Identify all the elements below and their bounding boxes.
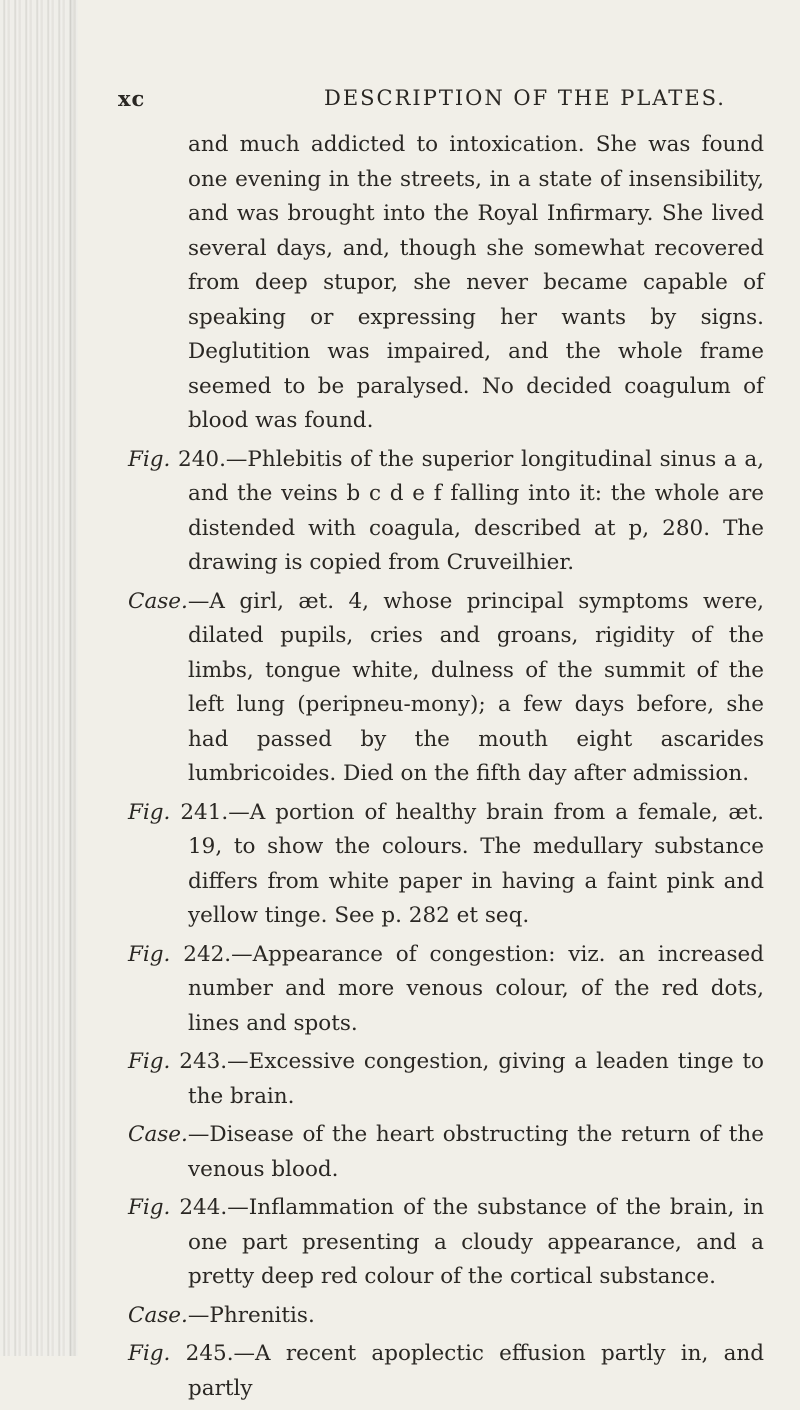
paragraph — [128, 1191, 764, 1295]
paragraph — [128, 1337, 764, 1406]
paragraph — [128, 128, 764, 439]
entry-text: 240.—Phlebitis of the superior longitudinal sinus a a, and the veins b c d e f falling into it: the whole are distended with coagula, described at p, 280. The drawing is copied from Cruveilhier. — [170, 446, 764, 575]
page-number: xc — [118, 86, 146, 111]
paragraph — [128, 585, 764, 792]
paragraph — [128, 796, 764, 934]
entry-text: and much addicted to intoxication. She was found one evening in the streets, in a state of insensibility, and was brought into the Royal Infirmary. She lived several days, and, though she somewhat recovered from deep stupor, she never became capable of speaking or expressing her wants by signs. Deglutition was impaired, and the whole frame seemed to be paralysed. No decided coagulum of blood was found. — [188, 132, 764, 433]
entry-label: Fig. — [128, 799, 171, 825]
book-page — [78, 0, 800, 1401]
running-title: DESCRIPTION OF THE PLATES. — [324, 86, 726, 110]
paragraph — [128, 938, 764, 1042]
paragraph — [128, 1118, 764, 1187]
entry-label: Fig. — [128, 1341, 171, 1366]
paragraph — [128, 443, 764, 581]
entry-text: 244.—Inflammation of the substance of the brain, in one part presenting a cloudy appearance, and a pretty deep red colour of the cortical substance. — [170, 1195, 764, 1289]
book-binding-edge — [0, 0, 78, 1356]
entry-text: —A girl, æt. 4, whose principal symptoms were, dilated pupils, cries and groans, rigidity of the limbs, tongue white, dulness of the summit of the left lung (peripneu-mony); a few days before, she had passed by the mouth eight ascarides lumbricoides. Died on the fifth day after admission. — [187, 588, 764, 786]
entry-label: Fig. — [128, 446, 171, 472]
entry-label: Case. — [128, 1122, 188, 1147]
entry-text: 243.—Excessive congestion, giving a leaden tinge to the brain. — [170, 1049, 764, 1109]
entry-text: 242.—Appearance of congestion: viz. an increased number and more venous colour, of the red dots, lines and spots. — [170, 941, 764, 1036]
paragraph — [128, 1045, 764, 1114]
entry-text: —Phrenitis. — [187, 1302, 315, 1328]
entry-label: Fig. — [128, 1049, 171, 1074]
paragraph — [128, 1299, 764, 1334]
entry-label: Case. — [128, 1302, 188, 1328]
entry-text: 241.—A portion of healthy brain from a female, æt. 19, to show the colours. The medullary substance differs from white paper in having a faint pink and yellow tinge. See p. 282 et seq. — [170, 799, 764, 928]
entry-label: Fig. — [128, 1195, 171, 1220]
entry-label: Case. — [128, 588, 188, 614]
entry-label: Fig. — [128, 941, 171, 967]
body-text — [128, 128, 764, 1410]
entry-text: —Disease of the heart obstructing the return of the venous blood. — [187, 1122, 764, 1182]
entry-text: 245.—A recent apoplectic effusion partly in, and partly — [170, 1341, 764, 1401]
